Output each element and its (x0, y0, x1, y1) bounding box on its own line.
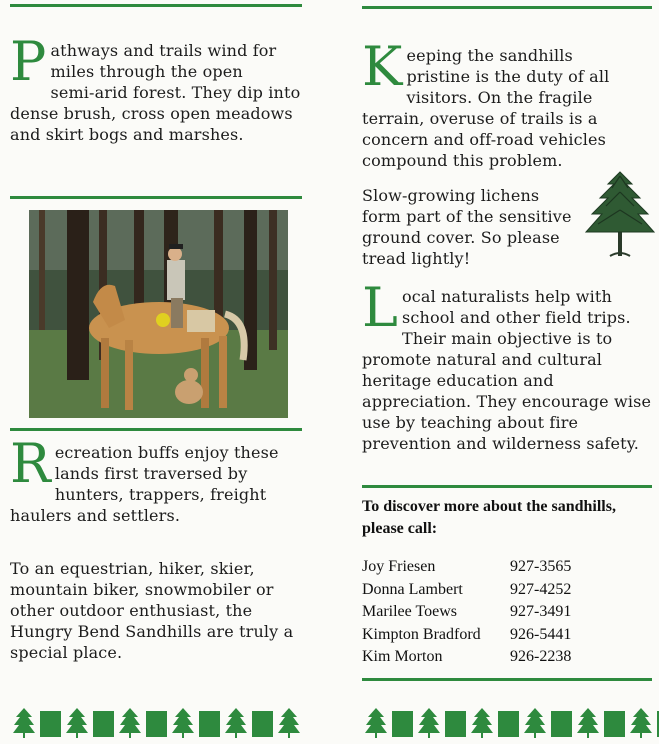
contact-name: Joy Friesen (362, 558, 436, 575)
pine-tree-icon (584, 170, 656, 260)
small-tree-icon (171, 708, 195, 738)
forest-scene-icon (29, 210, 288, 418)
contact-phone: 927-4252 (510, 580, 572, 598)
top-divider (362, 6, 652, 9)
tree-border-right (364, 708, 659, 738)
contact-list (362, 558, 642, 671)
lichens-paragraph: Slow-growing lichens form part of the sensitive ground cover. So please tread lightly! (362, 186, 572, 268)
contact-phone: 926-5441 (510, 625, 572, 643)
recreation-paragraph: R ecreation buffs enjoy these lands first traversed by hunters, trappers, freight haulers and settlers. (10, 432, 279, 525)
list-item (362, 603, 642, 626)
small-tree-icon (417, 708, 441, 738)
small-tree-icon (12, 708, 36, 738)
drop-cap-k: K (362, 35, 403, 98)
green-square (445, 711, 466, 737)
small-tree-icon (364, 708, 388, 738)
small-tree-icon (523, 708, 547, 738)
contact-phone: 926-2238 (510, 648, 572, 665)
drop-cap-r: R (10, 432, 51, 495)
contact-callout: To discover more about the sandhills, please call: (362, 498, 616, 537)
drop-cap-l: L (362, 276, 399, 339)
small-tree-icon (277, 708, 301, 738)
small-tree-icon (576, 708, 600, 738)
small-tree-icon (629, 708, 653, 738)
drop-cap-p: P (10, 30, 47, 93)
contact-phone: 927-3565 (510, 558, 572, 575)
right-panel (362, 0, 652, 744)
list-item (362, 581, 642, 604)
enthusiast-paragraph: To an equestrian, hiker, skier, mountain biker, snowmobiler or other outdoor enthusiast, the Hungry Bend Sandhills are truly a special place. (10, 559, 294, 662)
keeping-paragraph: K eeping the sandhills pristine is the duty of all visitors. On the fragile terrain, overuse of trails is a concern and off-road vehicles compound this problem. (362, 35, 610, 170)
contact-name: Marilee Toews (362, 603, 457, 620)
green-square (146, 711, 167, 737)
green-square (498, 711, 519, 737)
naturalists-paragraph: L ocal naturalists help with school and other field trips. Their main objective is to promote natural and cultural heritage education and appreciation. They encourage wise use by teaching about fire prevention and wilderness safety. (362, 276, 652, 453)
small-tree-icon (118, 708, 142, 738)
green-square (199, 711, 220, 737)
small-tree-icon (65, 708, 89, 738)
list-item (362, 626, 642, 649)
green-square (252, 711, 273, 737)
tree-border-left (12, 708, 305, 738)
pathways-paragraph: P athways and trails wind for miles through the open semi-arid forest. They dip into dense brush, cross open meadows and skirt bogs and marshes. (10, 30, 301, 144)
contact-name: Kim Morton (362, 648, 443, 665)
green-square (40, 711, 61, 737)
green-square (392, 711, 413, 737)
horse-rider-photo (29, 210, 288, 418)
list-item (362, 558, 642, 581)
mid-divider (10, 196, 302, 199)
contact-divider (362, 485, 652, 488)
contact-name: Donna Lambert (362, 580, 463, 598)
green-square (93, 711, 114, 737)
small-tree-icon (470, 708, 494, 738)
green-square (604, 711, 625, 737)
green-square (551, 711, 572, 737)
lower-divider (10, 428, 302, 431)
list-item (362, 648, 642, 671)
bottom-divider (362, 678, 652, 681)
contact-phone: 927-3491 (510, 603, 572, 620)
contact-name: Kimpton Bradford (362, 625, 481, 643)
left-panel (10, 0, 302, 744)
small-tree-icon (224, 708, 248, 738)
top-divider (10, 4, 302, 7)
